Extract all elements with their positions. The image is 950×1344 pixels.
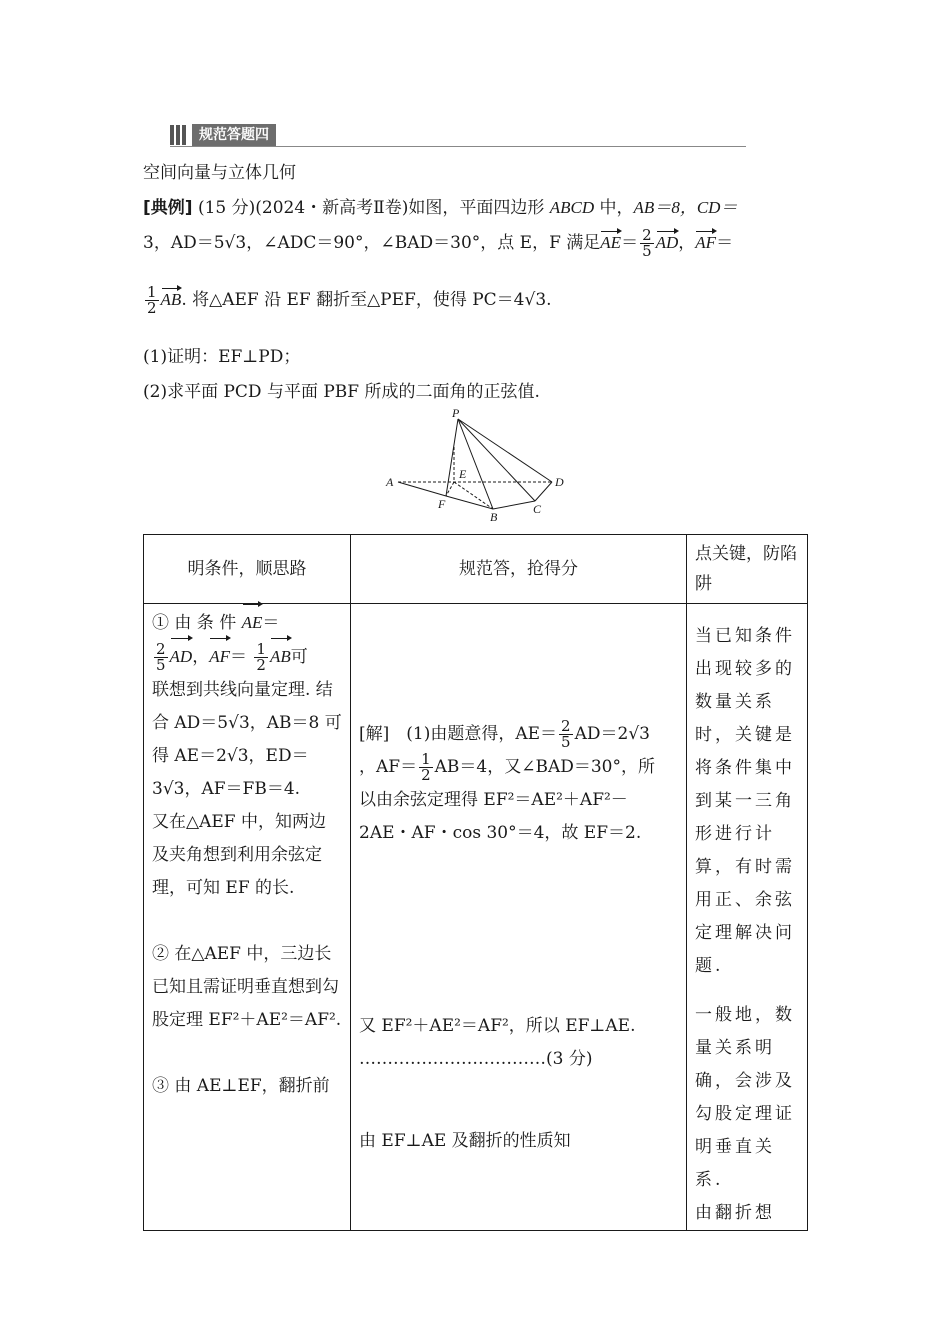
problem-text: (15 分)(2024・新高考Ⅱ卷)如图，平面四边形 [197, 198, 550, 218]
cell-keypoints [687, 604, 808, 1231]
answer-text: 以由余弦定理得 EF²＝AE²＋AF²－ [359, 790, 628, 810]
header-text: 点关键，防陷阱 [695, 544, 797, 594]
edge-cd [535, 482, 552, 501]
problem-text: ， [678, 233, 696, 253]
label-a: A [386, 475, 394, 489]
problem-text: ＝ [621, 233, 639, 253]
problem-text: CD＝ [696, 198, 738, 217]
vector-ad: AD [655, 233, 679, 252]
answer-text: AB＝4，又∠BAD＝30°，所 [434, 757, 655, 777]
fraction: $\frac{1}{2}$ [256, 640, 266, 674]
fraction [640, 228, 654, 259]
answer-text: ，AF＝ [359, 757, 418, 777]
cell-answer [351, 604, 687, 1231]
vector-ae: AE [242, 606, 263, 639]
label-d: D [555, 475, 564, 489]
condition-block-2: ② 在△AEF 中，三边长已知且需证明垂直想到勾股定理 EF²＋AE²＝AF². [152, 944, 342, 1030]
question-1: (1)证明：EF⊥PD； [143, 347, 301, 367]
problem-text: 3， [143, 233, 171, 253]
vector-ab: AB [160, 290, 182, 309]
vector-af: AF [209, 640, 230, 673]
condition-text: ① 由 条 件 [152, 613, 242, 633]
keypoint-block-3: 由翻折想 [695, 1203, 775, 1223]
edge-bc [493, 501, 535, 509]
denominator: 2 [147, 299, 157, 317]
fraction [145, 285, 159, 316]
table-header-row [144, 535, 808, 604]
fraction: $\frac{1}{2}$ [421, 750, 431, 784]
answer-block-3: 由 EF⊥AE 及翻折的性质知 [359, 1131, 571, 1151]
problem-text: ＝ [716, 233, 734, 253]
edge-pd [458, 419, 552, 482]
vector-ae: AE [600, 233, 622, 252]
label-e: E [459, 467, 467, 481]
answer-text: AD＝2√3 [574, 724, 650, 744]
edge-eb [454, 482, 493, 509]
table-row [144, 604, 808, 1231]
problem-line-1 [143, 193, 737, 218]
vector-af: AF [695, 233, 717, 252]
label-b: B [490, 510, 498, 524]
fraction: $\frac{2}{5}$ [156, 640, 166, 674]
numerator: 2 [642, 226, 652, 244]
section-badge: 规范答题四 [192, 124, 276, 146]
example-tag: [典例] [143, 198, 193, 218]
header-bars-decoration [170, 125, 188, 145]
section-header [170, 123, 746, 149]
edge-pb [458, 419, 493, 509]
solution-table [143, 534, 808, 1231]
vector-ad: AD [170, 640, 193, 673]
denominator: 5 [642, 242, 652, 260]
edge-pf [446, 419, 458, 496]
cell-conditions [144, 604, 351, 1231]
problem-text: 中， [594, 198, 634, 218]
label-f: F [438, 497, 446, 511]
header-text: 明条件，顺思路 [187, 559, 307, 579]
problem-text: AB＝8， [633, 198, 697, 217]
label-p: P [452, 406, 460, 420]
numerator: 1 [147, 283, 157, 301]
condition-block-3: ③ 由 AE⊥EF，翻折前 [152, 1076, 330, 1096]
answer-block-1 [359, 718, 678, 850]
section-title: 空间向量与立体几何 [143, 163, 296, 183]
score-line: ……………………………(3 分) [359, 1049, 593, 1069]
vector-ab: AB [270, 640, 291, 673]
answer-text: 又 EF²＋AE²＝AF²，所以 EF⊥AE. [359, 1016, 636, 1036]
problem-text: AD＝5√3，∠ADC＝90°，∠BAD＝30°，点 E，F 满足 [170, 233, 601, 253]
keypoint-block-1: 当已知条件出现较多的数量关系时，关键是将条件集中到某一三角形进行计算，有时需用正、余弦定理解决问题. [695, 626, 795, 976]
answer-block-2 [359, 1010, 678, 1076]
geometry-figure [380, 405, 570, 525]
condition-text: 又在△AEF 中，知两边及夹角想到利用余弦定理，可知 EF 的长. [152, 812, 326, 898]
header-col-answer [351, 535, 687, 604]
header-col-keypoints [687, 535, 808, 604]
edge-af [398, 482, 446, 496]
keypoint-block-2: 一般地，数量关系明确，会涉及勾股定理证明垂直关系. [695, 1005, 795, 1190]
edge-fb [446, 496, 493, 509]
header-text: 规范答，抢得分 [459, 559, 578, 579]
header-rule [170, 146, 746, 147]
problem-line-2 [143, 228, 733, 259]
edge-pc [458, 419, 535, 501]
condition-text: 联想到共线向量定理. 结合 AD＝5√3，AB＝8 可得 AE＝2√3，ED＝3√3，AF＝FB＝4. [152, 680, 342, 799]
answer-text: [解] (1)由题意得，AE＝ [359, 724, 558, 744]
problem-line-3 [143, 285, 552, 316]
question-2: (2)求平面 PCD 与平面 PBF 所成的二面角的正弦值. [143, 382, 540, 402]
fraction: $\frac{2}{5}$ [561, 717, 571, 751]
answer-text: 2AE・AF・cos 30°＝4，故 EF＝2. [359, 823, 642, 843]
label-c: C [533, 502, 542, 516]
header-col-conditions [144, 535, 351, 604]
problem-text: . 将△AEF 沿 EF 翻折至△PEF，使得 PC＝4√3. [181, 290, 552, 310]
problem-text: ABCD [549, 198, 595, 217]
condition-block-1: ① 由 条 件 AE＝ $\frac{2}{5}$ AD，AF＝ $\frac{1}{2}$ AB可 联想到共线向量定理. 结合 AD＝5√3，AB＝8 可得 AE＝2√3，ED＝3√3，AF＝FB＝4. 又在△AEF 中，知两边及夹角想到利用余弦定理，可知 EF 的长. [152, 606, 342, 905]
